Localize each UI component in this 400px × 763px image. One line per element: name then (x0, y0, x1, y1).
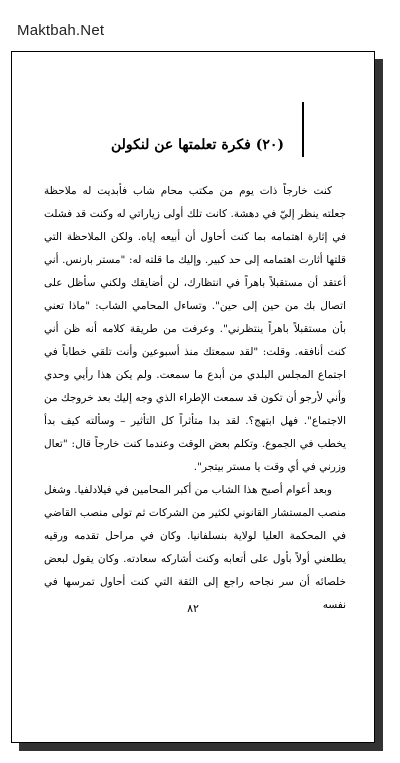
paragraph: كنت خارجاً ذات يوم من مكتب محام شاب فأبديت له ملاحظة جعلته ينظر إليّ في دهشة. كانت تلك أولى زياراتي له وكنت قد فشلت في إثارة اهتمامه بما كنت أحاول أن أبيعه إياه. ولكن الملاحظة التي قلتها أثارت اهتمامه إلى حد كبير. وإليك ما قلته له: "مستر بارنس. أني أعتقد أن مستقبلاً باهراً في انتظارك، لن أضايقك ولكني سأظل على اتصال بك من حين إلى حين". وتساءل المحامي الشاب: "ماذا تعني بأن مستقبلاً باهراً ينتظرني". وعرفت من طريقة كلامه أنه ظن أني كنت أنافقه. وقلت: "لقد سمعتك منذ أسبوعين وأنت تلقي خطاباً في اجتماع المجلس البلدي من أبدع ما سمعت. ولم يكن هذا رأيي وحدي وأني لأرجو أن تكون قد سمعت الإطراء الذي وجه إليك بعد خروجك من الاجتماع". فهل ابتهج؟. لقد بدا متأثراً كل التأثير – وسألته كيف بدأ يخطب في الجموع. وتكلم بعض الوقت وعندما كنت خارجاً قال: "تعال وزرني في أي وقت يا مستر بيتجر". (44, 185, 346, 473)
body-text (44, 180, 346, 617)
heading-rule (302, 102, 304, 157)
watermark: Maktbah.Net (17, 22, 105, 39)
chapter-title: (٢٠) فكرة تعلمتها عن لنكولن (111, 137, 284, 153)
book-page (11, 51, 375, 743)
paragraph: وبعد أعوام أصبح هذا الشاب من أكبر المحامين في فيلادلفيا. وشغل منصب المستشار القانوني لكثير من الشركات ثم تولى منصب القاضي في المحكمة العليا لولاية بنسلفانيا. وكان في مراحل تقدمه ورقيه يطلعني أولاً بأول على أتعابه وكنت أشاركه سعادته. وكان يقول لبعض خلصائه أن سر نجاحه راجع إلى الثقة التي كنت أحاول تمرسها في نفسه (44, 484, 346, 611)
page-number: ٨٢ (187, 602, 199, 615)
